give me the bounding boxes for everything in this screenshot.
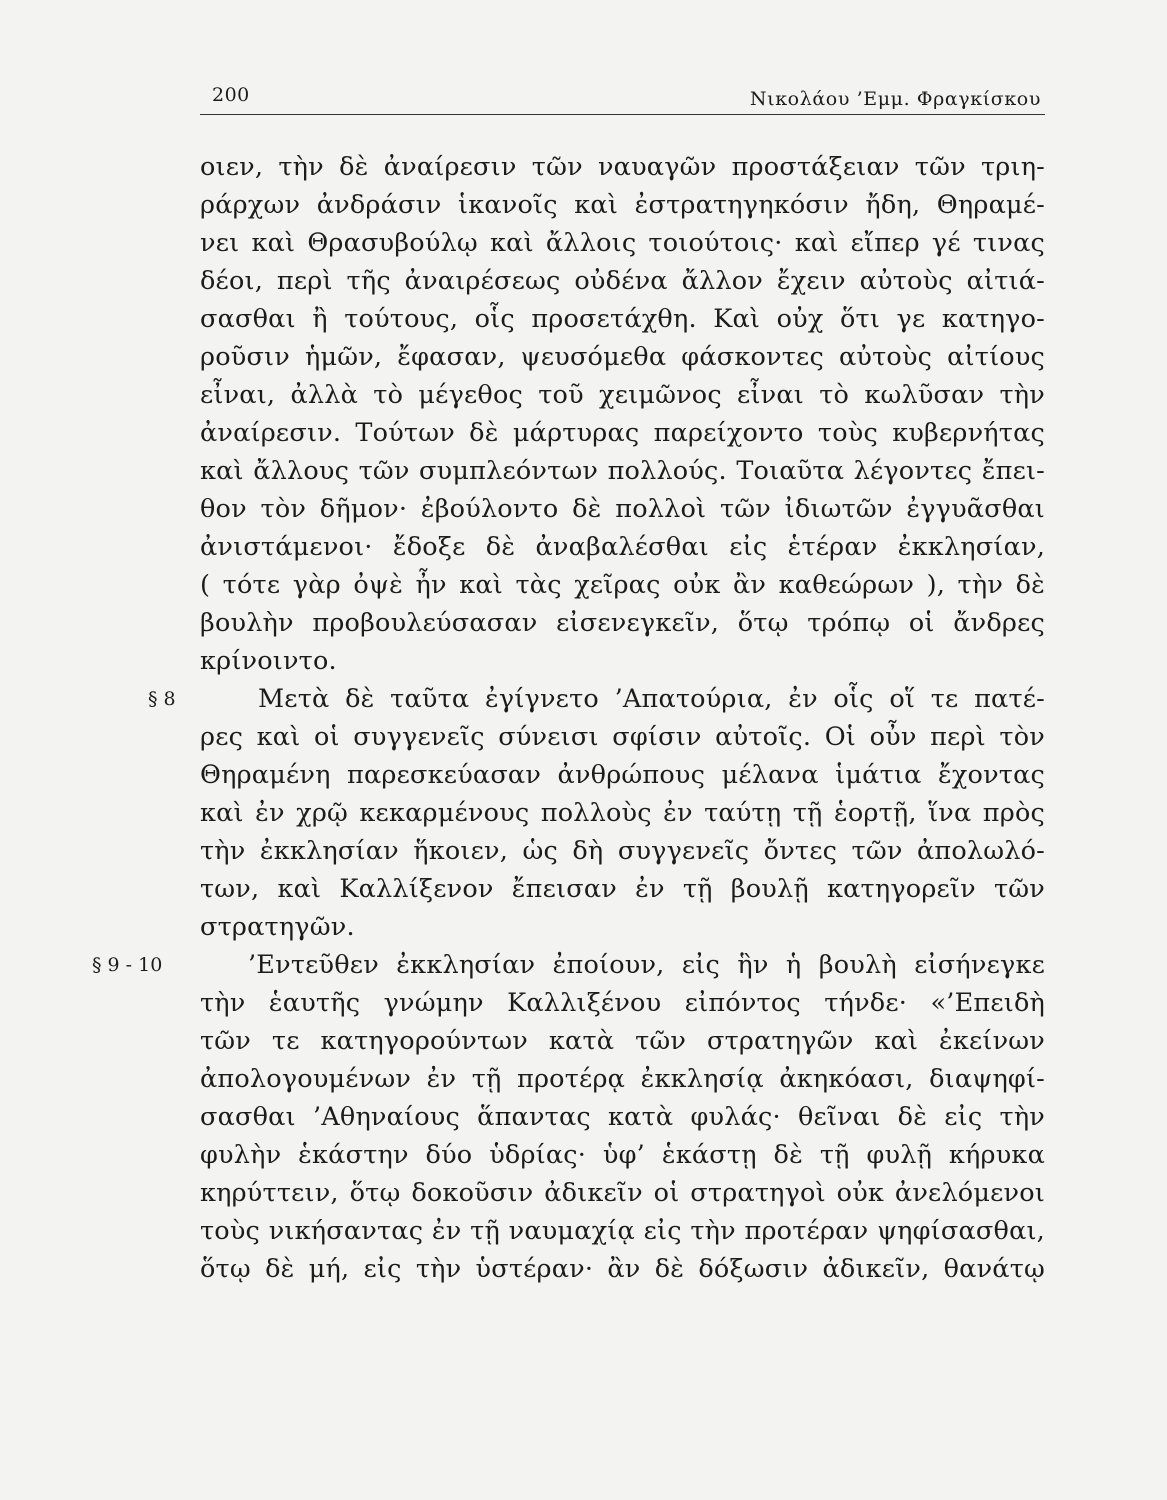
text-line: ( τότε γὰρ ὀψὲ ἦν καὶ τὰς χεῖρας οὐκ ἂν καθεώρων ), τὴν δὲ — [200, 570, 1045, 600]
text-line: δέοι, περὶ τῆς ἀναιρέσεως οὐδένα ἄλλον ἔχειν αὐτοὺς αἰτιά- — [200, 266, 1045, 296]
text-line: ράρχων ἀνδράσιν ἱκανοῖς καὶ ἐστρατηγηκόσιν ἤδη, Θηραμέ- — [200, 190, 1045, 220]
text-line: τοὺς νικήσαντας ἐν τῇ ναυμαχίᾳ εἰς τὴν προτέραν ψηφίσασθαι, — [200, 1216, 1045, 1246]
text-line: Θηραμένη παρεσκεύασαν ἀνθρώπους μέλανα ἱμάτια ἔχοντας — [200, 760, 1045, 790]
main-text — [92, 148, 1045, 1288]
text-line: Μετὰ δὲ ταῦτα ἐγίγνετο ’Απατούρια, ἐν οἷς οἵ τε πατέ- — [258, 684, 1045, 714]
section-reference: § 8 — [148, 688, 176, 710]
paragraph — [92, 946, 1045, 1288]
text-line: ἀνιστάμενοι· ἔδοξε δὲ ἀναβαλέσθαι εἰς ἑτέραν ἐκκλησίαν, — [200, 532, 1045, 562]
text-line: βουλὴν προβουλεύσασαν εἰσενεγκεῖν, ὅτῳ τρόπῳ οἱ ἄνδρες — [200, 608, 1045, 638]
text-line: ’Εντεῦθεν ἐκκλησίαν ἐποίουν, εἰς ἣν ἡ βουλὴ εἰσήνεγκε — [248, 950, 1045, 980]
text-line: φυλὴν ἑκάστην δύο ὑδρίας· ὑφ’ ἑκάστῃ δὲ τῇ φυλῇ κήρυκα — [200, 1140, 1045, 1170]
text-line: σασθαι ἢ τούτους, οἷς προσετάχθη. Καὶ οὐχ ὅτι γε κατηγο- — [200, 304, 1045, 334]
text-line: θον τὸν δῆμον· ἐβούλοντο δὲ πολλοὶ τῶν ἰδιωτῶν ἐγγυᾶσθαι — [200, 494, 1045, 524]
text-line: τὴν ἐκκλησίαν ἥκοιεν, ὡς δὴ συγγενεῖς ὄντες τῶν ἀπολωλό- — [200, 836, 1045, 866]
section-reference: § 9 - 10 — [92, 954, 163, 976]
page-header — [200, 78, 1045, 115]
text-line: κηρύττειν, ὅτῳ δοκοῦσιν ἀδικεῖν οἱ στρατηγοὶ οὐκ ἀνελόμενοι — [200, 1178, 1045, 1208]
paragraph — [200, 148, 1045, 680]
text-line: εἶναι, ἀλλὰ τὸ μέγεθος τοῦ χειμῶνος εἶναι τὸ κωλῦσαν τὴν — [200, 380, 1045, 410]
text-line: ροῦσιν ἡμῶν, ἔφασαν, ψευσόμεθα φάσκοντες αὐτοὺς αἰτίους — [200, 342, 1045, 372]
text-line: ἀπολογουμένων ἐν τῇ προτέρᾳ ἐκκλησίᾳ ἀκηκόασι, διαψηφί- — [200, 1064, 1045, 1094]
text-line: τὴν ἑαυτῆς γνώμην Καλλιξένου εἰπόντος τήνδε· «’Επειδὴ — [200, 988, 1045, 1018]
text-line: οιεν, τὴν δὲ ἀναίρεσιν τῶν ναυαγῶν προστάξειαν τῶν τριη- — [200, 152, 1045, 182]
text-line: κρίνοιντο. — [200, 646, 337, 676]
text-line: των, καὶ Καλλίξενον ἔπεισαν ἐν τῇ βουλῇ κατηγορεῖν τῶν — [200, 874, 1045, 904]
text-line: ἀναίρεσιν. Τούτων δὲ μάρτυρας παρείχοντο τοὺς κυβερνήτας — [200, 418, 1045, 448]
paragraph — [148, 680, 1045, 946]
text-line: καὶ ἄλλους τῶν συμπλεόντων πολλούς. Τοιαῦτα λέγοντες ἔπει- — [200, 456, 1045, 486]
text-line: στρατηγῶν. — [200, 912, 355, 942]
text-line: ρες καὶ οἱ συγγενεῖς σύνεισι σφίσιν αὐτοῖς. Οἱ οὖν περὶ τὸν — [200, 722, 1045, 752]
text-line: σασθαι ’Αθηναίους ἅπαντας κατὰ φυλάς· θεῖναι δὲ εἰς τὴν — [200, 1102, 1045, 1132]
running-head: Νικολάου ’Εμμ. Φραγκίσκου — [749, 88, 1041, 110]
text-line: τῶν τε κατηγορούντων κατὰ τῶν στρατηγῶν καὶ ἐκείνων — [200, 1026, 1045, 1056]
text-line: καὶ ἐν χρῷ κεκαρμένους πολλοὺς ἐν ταύτῃ τῇ ἑορτῇ, ἵνα πρὸς — [200, 798, 1045, 828]
text-line: ὅτῳ δὲ μή, εἰς τὴν ὑστέραν· ἂν δὲ δόξωσιν ἀδικεῖν, θανάτῳ — [200, 1254, 1045, 1284]
page-number: 200 — [212, 84, 250, 106]
text-line: νει καὶ Θρασυβούλῳ καὶ ἄλλοις τοιούτοις· καὶ εἴπερ γέ τινας — [200, 228, 1045, 258]
